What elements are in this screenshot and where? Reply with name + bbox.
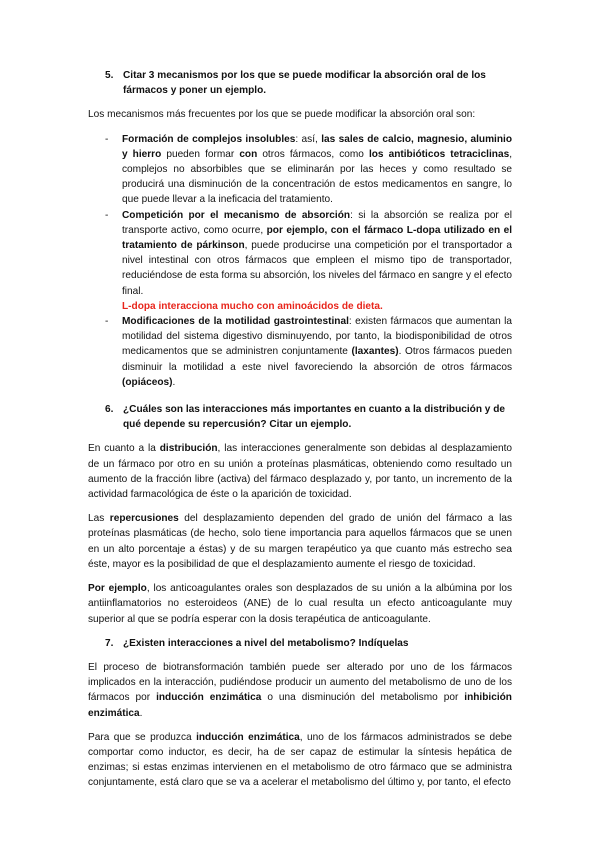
para-text: o una disminución del metabolismo por [261, 692, 465, 704]
para-text: , los anticoagulantes orales son desplazados de su unión a la albúmina por los antiinflamatorios no esteroideos (ANE) de lo cual resulta un efecto anticoagulante muy superior al que se podría esperar con la dosis terapéutica de anticoagulante. [88, 583, 513, 625]
question-text: ¿Cuáles son las interacciones más importantes en cuanto a la distribución y de qué depende su repercusión? Citar un ejemplo. [123, 404, 505, 431]
question-text: Citar 3 mecanismos por los que se puede modificar la absorción oral de los fármacos y poner un ejemplo. [123, 70, 486, 97]
item-text: . Otros fármacos pueden disminuir la motilidad a este nivel favoreciendo la absorción de otros fármacos [122, 346, 512, 373]
question-number: 7. [105, 637, 114, 649]
para-bold: repercusiones [109, 513, 179, 525]
red-note: L-dopa interacciona mucho con aminoácidos de dieta. [122, 300, 383, 312]
item-bold: (laxantes) [351, 346, 399, 358]
item-text: , puede producirse una competición por el transportador a nivel intestinal con otros fármacos que empleen el mismo tipo de transportador, reduciéndose de esta forma su absorción, los niveles del fármaco en sangre y el efecto final. [122, 240, 512, 297]
list-item-body [122, 132, 512, 208]
para-bold: inhibición enzimática [88, 692, 512, 719]
q7-paragraph-2 [88, 730, 512, 791]
para-text: El proceso de biotransformación también puede ser alterado por uno de los fármacos implicados en la interacción, pudiéndose producir un aumento del metabolismo de uno de los fármacos por [88, 661, 512, 704]
item-text: : así, [295, 133, 322, 145]
item-bold: por ejemplo, con el fármaco L-dopa utilizado en el tratamiento de párkinson [122, 224, 512, 252]
q6-paragraph-3 [88, 581, 512, 627]
list-item-body [122, 208, 512, 314]
item-bold: las sales de calcio, magnesio, aluminio y hierro [122, 133, 513, 160]
question-text: ¿Existen interacciones a nivel del metabolismo? Indíquelas [123, 637, 409, 649]
list-item [88, 132, 512, 208]
dash-bullet: - [105, 209, 109, 221]
item-bold: los antibióticos tetraciclinas [368, 148, 510, 160]
question-5-heading [105, 68, 512, 98]
item-text: pueden formar [161, 148, 240, 160]
list-item-body [122, 314, 512, 390]
dash-bullet: - [105, 133, 109, 145]
para-bold: inducción enzimática [156, 692, 262, 704]
item-text: : existen fármacos que aumentan la motilidad del sistema digestivo disminuyendo, por tanto, la biodisponibilidad de otros medicamentos que se administren conjuntamente [122, 316, 512, 358]
para-text: En cuanto a la [88, 443, 160, 455]
para-text: . [139, 707, 143, 719]
para-bold: inducción enzimática [196, 731, 300, 743]
item-title: Formación de complejos insolubles [122, 133, 296, 145]
question-7-heading [105, 636, 512, 651]
item-title: Competición por el mecanismo de absorción [122, 209, 351, 221]
item-text: : si la absorción se realiza por el transporte activo, como ocurre, [122, 209, 512, 236]
q5-intro: Los mecanismos más frecuentes por los que se puede modificar la absorción oral son: [88, 109, 476, 121]
list-item [88, 314, 512, 390]
item-bold: (opiáceos) [122, 376, 173, 388]
item-text: otros fármacos, como [257, 148, 369, 160]
para-text: Para que se produzca [88, 731, 197, 743]
para-bold: distribución [159, 443, 218, 455]
q6-paragraph-1 [88, 441, 512, 502]
item-title: Modificaciones de la motilidad gastrointestinal [122, 316, 349, 328]
item-text: , complejos no absorbibles que se eliminarán por las heces y como resultado se producirá una disminución de la concentración de estos medicamentos en sangre, lo que puede llevar a la ineficacia del tratamiento. [122, 148, 512, 206]
item-bold: con [239, 148, 258, 160]
list-item [88, 208, 512, 314]
q7-paragraph-1 [88, 660, 512, 721]
question-number: 5. [105, 70, 114, 81]
question-6-heading [105, 402, 512, 432]
q6-paragraph-2 [88, 511, 512, 572]
para-text: , las interacciones generalmente son debidas al desplazamiento de un fármaco por otro en su unión a proteínas plasmáticas, obteniendo como resultado un aumento de la fracción libre (activa) del fármaco desplazado y, por tanto, un incremento de la actividad farmacológica de éste o la aparición de toxicidad. [88, 443, 512, 501]
item-text: . [172, 376, 176, 388]
para-text: Las [88, 513, 110, 525]
dash-bullet: - [105, 316, 109, 328]
para-bold: Por ejemplo [88, 583, 147, 595]
para-text: , uno de los fármacos administrados se debe comportar como inductor, es decir, ha de ser capaz de estimular la síntesis hepática de enzimas; si estas enzimas intervienen en el metabolismo de otro fármaco que se administra conjuntamente, está claro que se va a acelerar el metabolismo del último y, por tanto, el efecto [88, 731, 512, 789]
question-number: 6. [105, 404, 114, 416]
mechanism-list [88, 132, 512, 390]
para-text: del desplazamiento dependen del grado de unión del fármaco a las proteínas plasmáticas (de hecho, solo tiene importancia para aquellos fármacos que se unen en un alto porcentaje a éstas) y de su margen terapéutico ya que cuanto más estrecho sea éste, mayor es la posibilidad de que el desplazamiento aumente el riesgo de toxicidad. [88, 513, 512, 570]
